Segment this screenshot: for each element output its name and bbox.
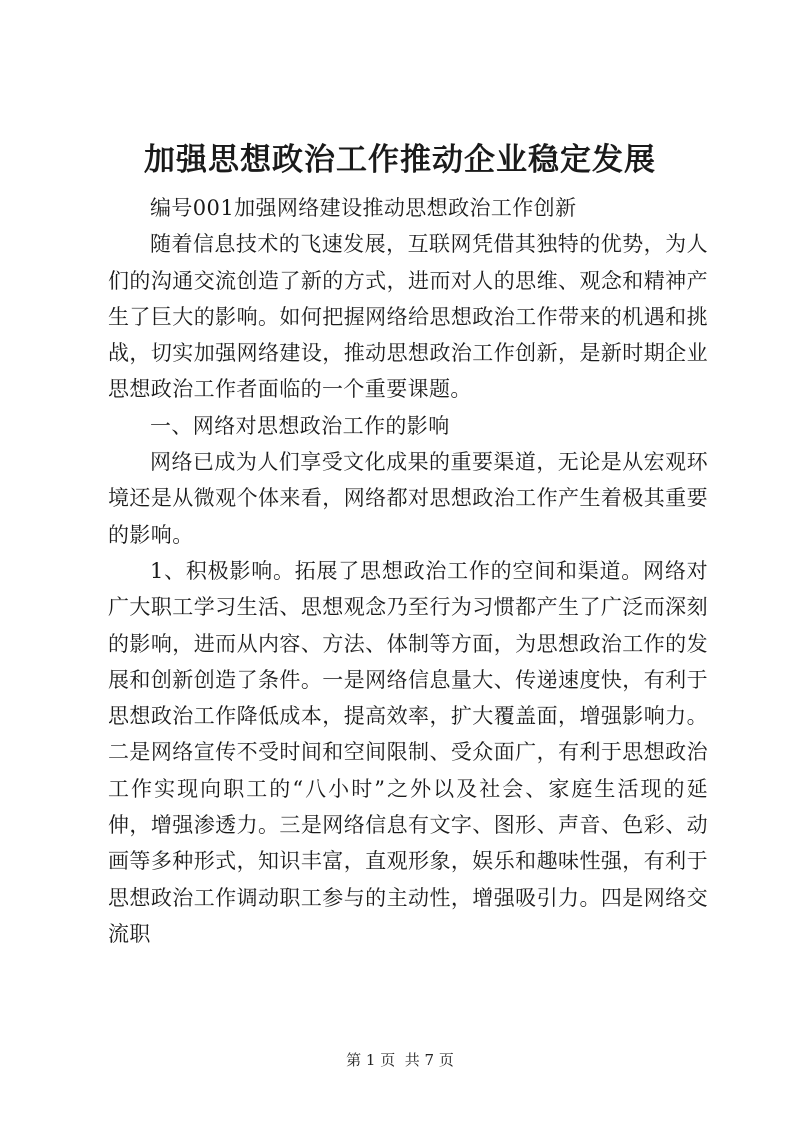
paragraph-intro: 随着信息技术的飞速发展，互联网凭借其独特的优势，为人们的沟通交流创造了新的方式，进而对人的思维、观念和精神产生了巨大的影响。如何把握网络给思想政治工作带来的机遇和挑战，切实加强网络建设，推动思想政治工作创新，是新时期企业思想政治工作者面临的一个重要课题。 xyxy=(108,232,708,402)
document-body xyxy=(108,190,708,952)
paragraph-doc-number: 编号001加强网络建设推动思想政治工作创新 xyxy=(150,196,577,220)
page-footer xyxy=(0,1050,800,1070)
section-heading: 一、网络对思想政治工作的影响 xyxy=(150,413,450,438)
paragraph-network-influence: 网络已成为人们享受文化成果的重要渠道，无论是从宏观环境还是从微观个体来看，网络都对思想政治工作产生着极其重要的影响。 xyxy=(108,450,708,547)
page-number-label: 第 1 页 共 7 页 xyxy=(346,1051,454,1069)
document-title: 加强思想政治工作推动企业稳定发展 xyxy=(144,142,656,178)
paragraph-positive-influence: 1、积极影响。拓展了思想政治工作的空间和渠道。网络对广大职工学习生活、思想观念乃至行为习惯都产生了广泛而深刻的影响，进而从内容、方法、体制等方面，为思想政治工作的发展和创新创造了条件。一是网络信息量大、传递速度快，有利于思想政治工作降低成本，提高效率，扩大覆盖面，增强影响力。二是网络宣传不受时间和空间限制、受众面广，有利于思想政治工作实现向职工的“八小时”之外以及社会、家庭生活现的延伸，增强渗透力。三是网络信息有文字、图形、声音、色彩、动画等多种形式，知识丰富，直观形象，娱乐和趣味性强，有利于思想政治工作调动职工参与的主动性，增强吸引力。四是网络交流职 xyxy=(108,558,708,946)
